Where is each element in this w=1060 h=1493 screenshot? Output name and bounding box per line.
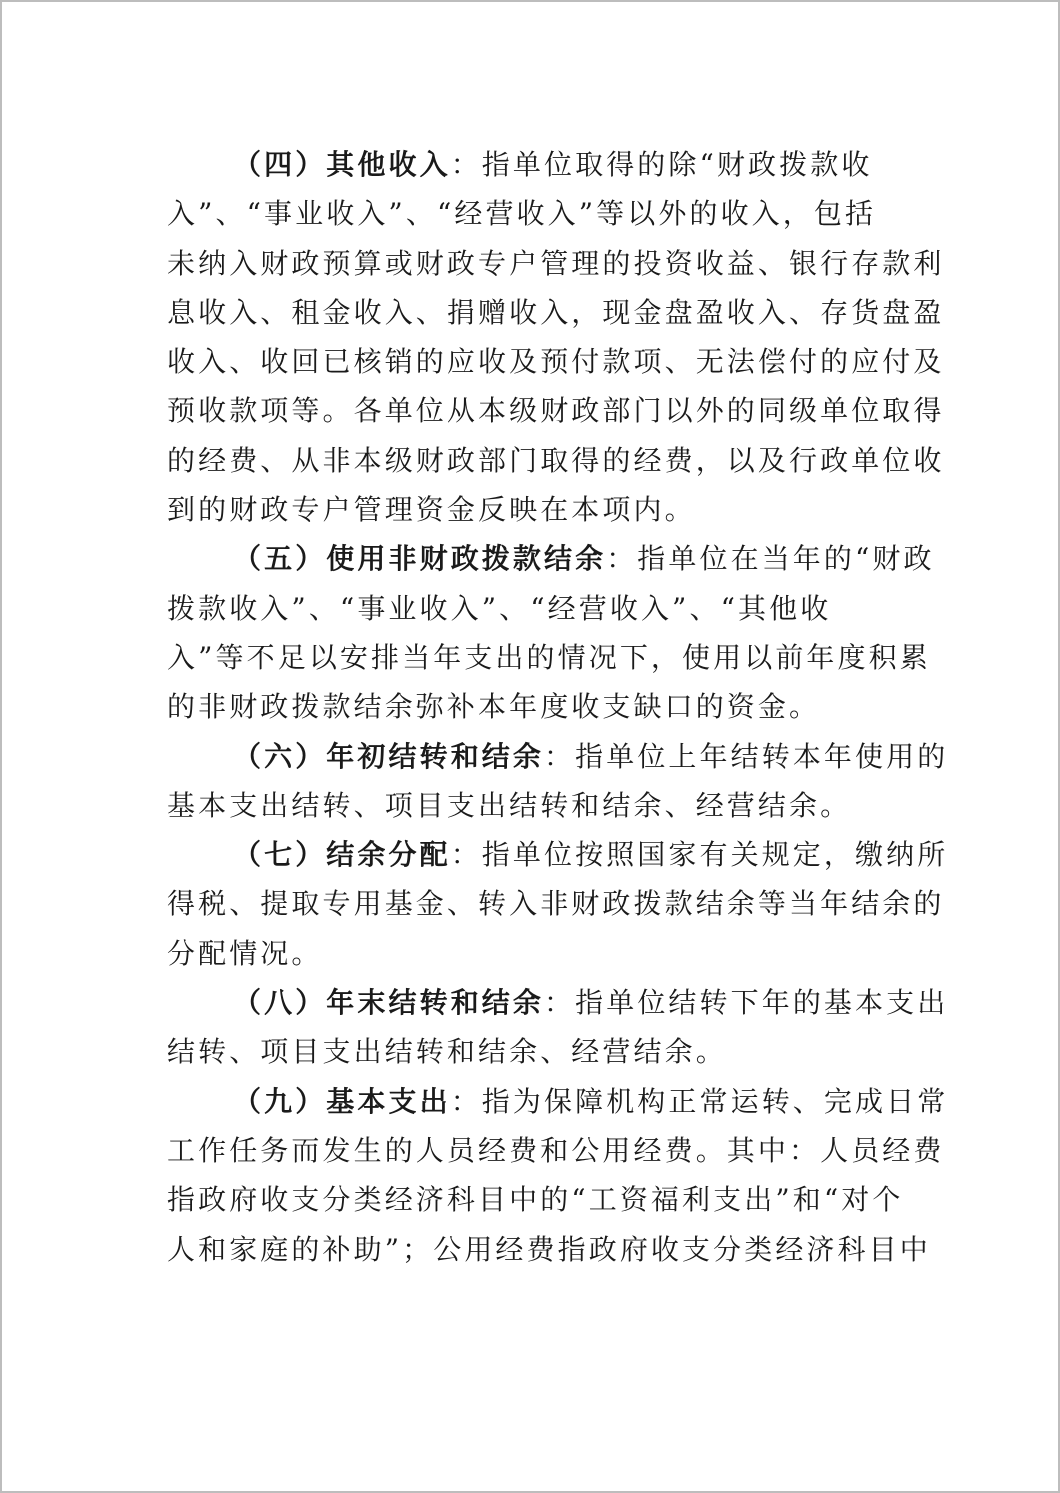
paragraph-line: （七）结余分配：指单位按照国家有关规定，缴纳所 bbox=[233, 838, 949, 872]
paragraph-heading: （四）其他收入 bbox=[233, 148, 451, 181]
paragraph-line: 指政府收支分类经济科目中的“工资福利支出”和“对个 bbox=[167, 1183, 904, 1217]
paragraph-line: 拨款收入”、“事业收入”、“经营收入”、“其他收 bbox=[167, 591, 832, 625]
paragraph-other-income bbox=[167, 140, 945, 534]
paragraph-line: （六）年初结转和结余：指单位上年结转本年使用的 bbox=[233, 739, 949, 773]
paragraph-closing-carryover bbox=[167, 978, 949, 1077]
document-body bbox=[167, 140, 949, 1274]
paragraph-basic-expenditure bbox=[167, 1077, 949, 1274]
paragraph-line: 入”、“事业收入”、“经营收入”等以外的收入，包括 bbox=[167, 197, 877, 231]
paragraph-line: 的经费、从非本级财政部门取得的经费，以及行政单位收 bbox=[167, 443, 945, 477]
paragraph-heading: （七）结余分配 bbox=[233, 838, 451, 872]
paragraph-opening-carryover bbox=[167, 732, 949, 831]
paragraph-heading: （六）年初结转和结余 bbox=[233, 739, 545, 773]
paragraph-line: 分配情况。 bbox=[167, 936, 323, 970]
paragraph-line: 收入、收回已核销的应收及预付款项、无法偿付的应付及 bbox=[167, 345, 945, 379]
paragraph-line: （九）基本支出：指为保障机构正常运转、完成日常 bbox=[233, 1084, 949, 1118]
paragraph-line: 未纳入财政预算或财政专户管理的投资收益、银行存款利 bbox=[167, 246, 945, 280]
paragraph-heading: （五）使用非财政拨款结余 bbox=[233, 542, 607, 576]
paragraph-non-fiscal-surplus bbox=[167, 534, 935, 731]
paragraph-line: 到的财政专户管理资金反映在本项内。 bbox=[167, 493, 696, 527]
paragraph-line: （四）其他收入：指单位取得的除“财政拨款收 bbox=[233, 148, 873, 181]
paragraph-line: 息收入、租金收入、捐赠收入，现金盘盈收入、存货盘盈 bbox=[167, 295, 945, 329]
paragraph-surplus-distribution bbox=[167, 830, 949, 978]
paragraph-line: 的非财政拨款结余弥补本年度收支缺口的资金。 bbox=[167, 690, 821, 724]
paragraph-line: （五）使用非财政拨款结余：指单位在当年的“财政 bbox=[233, 542, 935, 576]
paragraph-line: 人和家庭的补助”；公用经费指政府收支分类经济科目中 bbox=[167, 1232, 931, 1266]
paragraph-line: 工作任务而发生的人员经费和公用经费。其中：人员经费 bbox=[167, 1133, 945, 1167]
paragraph-line: 预收款项等。各单位从本级财政部门以外的同级单位取得 bbox=[167, 394, 945, 428]
paragraph-heading: （八）年末结转和结余 bbox=[233, 986, 545, 1020]
paragraph-line: （八）年末结转和结余：指单位结转下年的基本支出 bbox=[233, 986, 949, 1020]
paragraph-line: 得税、提取专用基金、转入非财政拨款结余等当年结余的 bbox=[167, 887, 945, 921]
paragraph-line: 基本支出结转、项目支出结转和结余、经营结余。 bbox=[167, 788, 852, 822]
paragraph-line: 结转、项目支出结转和结余、经营结余。 bbox=[167, 1035, 727, 1069]
paragraph-line: 入”等不足以安排当年支出的情况下，使用以前年度积累 bbox=[167, 640, 931, 674]
paragraph-heading: （九）基本支出 bbox=[233, 1084, 451, 1118]
